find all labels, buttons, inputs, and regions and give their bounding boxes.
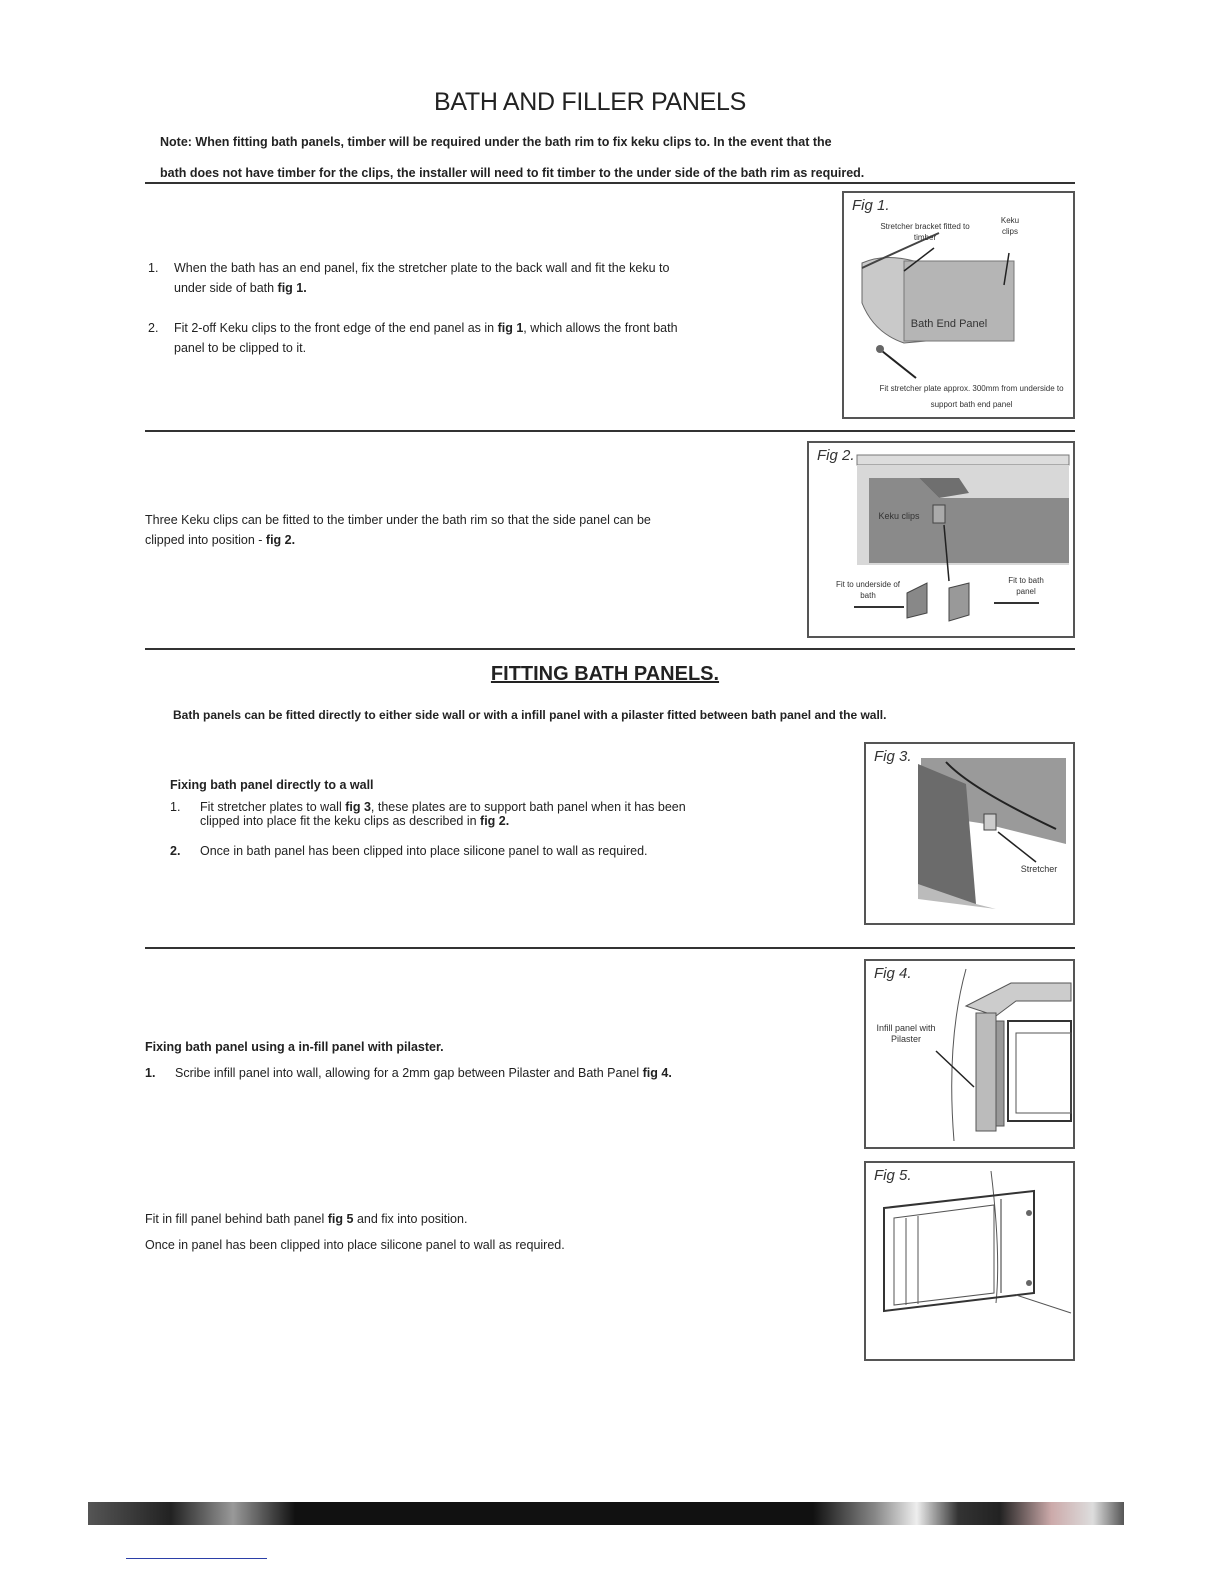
step-2 xyxy=(148,318,828,358)
figure-4-illustration xyxy=(866,961,1073,1147)
fitting-intro: Bath panels can be fitted directly to either side wall or with a infill panel with a pilaster fitted between bath panel and the wall. xyxy=(173,708,887,722)
figure-2-callout-left: Fit to underside of bath xyxy=(835,580,901,600)
fitting-heading: FITTING BATH PANELS. xyxy=(490,663,720,685)
step-1-text-2: under side of bath xyxy=(174,281,278,295)
step-2-fig-ref: fig 1 xyxy=(497,321,524,335)
step-1-text: When the bath has an end panel, fix the stretcher plate to the back wall and fit the keku to xyxy=(174,261,670,275)
figure-2 xyxy=(807,441,1075,638)
figure-4-callout: Infill panel with Pilaster xyxy=(876,1023,936,1044)
step-2-number: 2. xyxy=(148,321,159,335)
step-1-fig-ref: fig 1. xyxy=(277,281,307,295)
note-line-2: bath does not have timber for the clips, the installer will need to fit timber to the under side of the bath rim as required. xyxy=(160,166,865,180)
direct-step-2-text: Once in bath panel has been clipped into place silicone panel to wall as required. xyxy=(200,844,648,858)
step-1-number: 1. xyxy=(148,261,159,275)
fig5-line-1: Fit in fill panel behind bath panel xyxy=(145,1212,328,1226)
figure-5-label: Fig 5. xyxy=(874,1167,912,1184)
keku-line-1: Three Keku clips can be fitted to the timber under the bath rim so that the side panel can be xyxy=(145,513,651,527)
page-title: BATH AND FILLER PANELS xyxy=(433,88,747,116)
figure-2-illustration xyxy=(809,443,1073,636)
direct-step-1-c: clipped into place fit the keku clips as described in xyxy=(200,814,481,828)
figure-3-callout: Stretcher xyxy=(1020,864,1058,874)
infill-step-1-ref: fig 4. xyxy=(642,1066,672,1080)
fig5-ref: fig 5 xyxy=(327,1212,354,1226)
footer-link-underline xyxy=(126,1558,267,1559)
figure-1-callout-stretcher: Stretcher bracket fitted to timber xyxy=(880,222,970,242)
direct-step-2-number: 2. xyxy=(170,844,181,858)
direct-step-1-b: , these plates are to support bath panel when it has been xyxy=(370,800,686,814)
step-2-text: Fit 2-off Keku clips to the front edge of the end panel as in xyxy=(174,321,498,335)
divider xyxy=(145,947,1075,949)
step-1 xyxy=(148,258,828,298)
note-label: Note: xyxy=(160,135,192,149)
divider xyxy=(145,648,1075,650)
direct-step-1-number: 1. xyxy=(170,800,181,814)
figure-2-callout-right: Fit to bath panel xyxy=(1008,576,1044,596)
fig5-line-1-b: and fix into position. xyxy=(353,1212,468,1226)
figure-1-caption: Fit stretcher plate approx. 300mm from underside to support bath end panel xyxy=(879,384,1064,409)
direct-step-1-ref: fig 3 xyxy=(345,800,371,814)
step-2-text-after: , which allows the front bath xyxy=(523,321,678,335)
divider xyxy=(145,182,1075,184)
note-line-1: When fitting bath panels, timber will be required under the bath rim to fix keku clips to. In the event that the xyxy=(191,135,832,149)
figure-1 xyxy=(842,191,1075,419)
footer-image-strip xyxy=(88,1502,1124,1525)
figure-4-label: Fig 4. xyxy=(874,965,912,982)
figure-5-illustration xyxy=(866,1163,1073,1359)
direct-subheading: Fixing bath panel directly to a wall xyxy=(170,778,374,792)
divider xyxy=(145,430,1075,432)
keku-line-2: clipped into position - xyxy=(145,533,266,547)
infill-subheading: Fixing bath panel using a in-fill panel with pilaster. xyxy=(145,1040,444,1054)
note-paragraph xyxy=(160,127,1020,189)
figure-1-callout-keku: Keku clips xyxy=(1000,216,1020,236)
keku-fig-ref: fig 2. xyxy=(265,533,296,547)
figure-3-label: Fig 3. xyxy=(874,748,912,765)
infill-step-1 xyxy=(145,1063,805,1083)
fig5-paragraph xyxy=(145,1206,785,1258)
direct-step-1-ref-2: fig 2. xyxy=(480,814,510,828)
direct-step-1 xyxy=(170,800,820,828)
figure-3 xyxy=(864,742,1075,925)
step-2-text-2: panel to be clipped to it. xyxy=(174,341,307,355)
infill-step-1-number: 1. xyxy=(145,1066,156,1080)
fig5-line-2: Once in panel has been clipped into place silicone panel to wall as required. xyxy=(145,1238,565,1252)
direct-step-1-a: Fit stretcher plates to wall xyxy=(200,800,346,814)
figure-5 xyxy=(864,1161,1075,1361)
figure-4 xyxy=(864,959,1075,1149)
figure-1-panel-label: Bath End Panel xyxy=(910,318,988,330)
direct-step-2 xyxy=(170,841,820,861)
figure-1-label: Fig 1. xyxy=(852,197,890,214)
keku-clips-paragraph xyxy=(145,510,785,550)
figure-3-illustration xyxy=(866,744,1073,923)
infill-step-1-text: Scribe infill panel into wall, allowing for a 2mm gap between Pilaster and Bath Panel xyxy=(175,1066,643,1080)
figure-2-label: Fig 2. xyxy=(817,447,855,464)
figure-2-callout-keku: Keku clips xyxy=(878,511,920,521)
